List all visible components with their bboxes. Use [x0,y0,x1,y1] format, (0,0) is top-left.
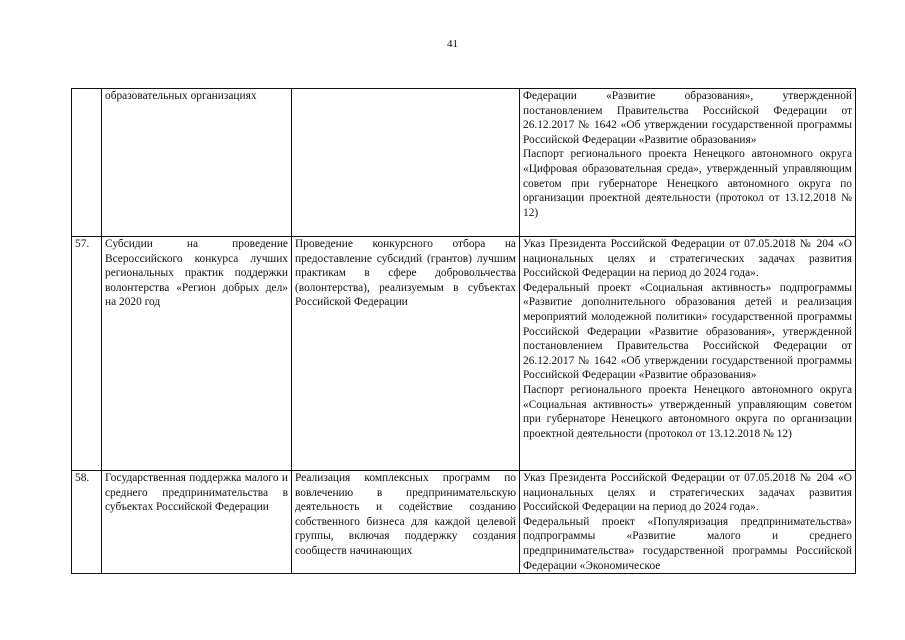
legal-basis-paragraph: Федеральный проект «Популяризация предпринимательства» подпрограммы «Развитие малого и среднего предпринимательства» государственной программы Российской Федерации «Экономическое [523,515,852,572]
legal-basis-paragraph: Указ Президента Российской Федерации от 07.05.2018 № 204 «О национальных целях и стратегических задачах развития Российской Федерации на период до 2024 года». [523,472,852,514]
legal-basis-cell [520,237,856,471]
table-row [72,89,856,237]
legal-basis-paragraph: Указ Президента Российской Федерации от 07.05.2018 № 204 «О национальных целях и стратегических задачах развития Российской Федерации на период до 2024 года». [523,238,852,280]
legal-basis-paragraph: Паспорт регионального проекта Ненецкого автономного округа «Цифровая образовательная среда», утвержденный управляющим советом при губернаторе Ненецкого автономного округа по организации проектной деятельности (протокол от 13.12.2018 № 12) [523,148,852,219]
legal-basis-paragraph: Паспорт регионального проекта Ненецкого автономного округа «Социальная активность» утвержденный управляющим советом при губернаторе Ненецкого автономного округа по организации проектной деятельности (протокол от 13.12.2018 № 12) [523,383,852,440]
subsidy-name-cell: Субсидии на проведение Всероссийского конкурса лучших региональных практик поддержки волонтерства «Регион добрых дел» на 2020 год [102,237,292,471]
legal-basis-cell [520,471,856,574]
table-row [72,471,856,574]
legal-basis-cell [520,89,856,237]
page-number: 41 [447,38,458,50]
purpose-cell [292,89,520,237]
table-row [72,237,856,471]
row-number-cell: 57. [72,237,102,471]
purpose-cell: Проведение конкурсного отбора на предоставление субсидий (грантов) лучшим практикам в сфере добровольчества (волонтерства), реализуемым в субъектах Российской Федерации [292,237,520,471]
row-number-cell [72,89,102,237]
purpose-cell: Реализация комплексных программ по вовлечению в предпринимательскую деятельность и содействие созданию собственного бизнеса для каждой целевой группы, включая поддержку создания сообществ начинающих [292,471,520,574]
document-table [71,88,856,574]
subsidy-name-cell: Государственная поддержка малого и среднего предпринимательства в субъектах Российской Федерации [102,471,292,574]
subsidy-name-cell: образовательных организациях [102,89,292,237]
legal-basis-paragraph: Федерации «Развитие образования», утвержденной постановлением Правительства Российской Федерации от 26.12.2017 № 1642 «Об утверждении государственной программы Российской Федерации «Развитие образования» [523,90,852,146]
legal-basis-paragraph: Федеральный проект «Социальная активность» подпрограммы «Развитие дополнительного образования детей и реализация мероприятий молодежной политики» государственной программы Российской Федерации «Развитие образования», утвержденной постановлением Правительства Российской Федерации от 26.12.2017 № 1642 «Об утверждении государственной программы Российской Федерации «Развитие образования» [523,281,852,382]
row-number-cell: 58. [72,471,102,574]
